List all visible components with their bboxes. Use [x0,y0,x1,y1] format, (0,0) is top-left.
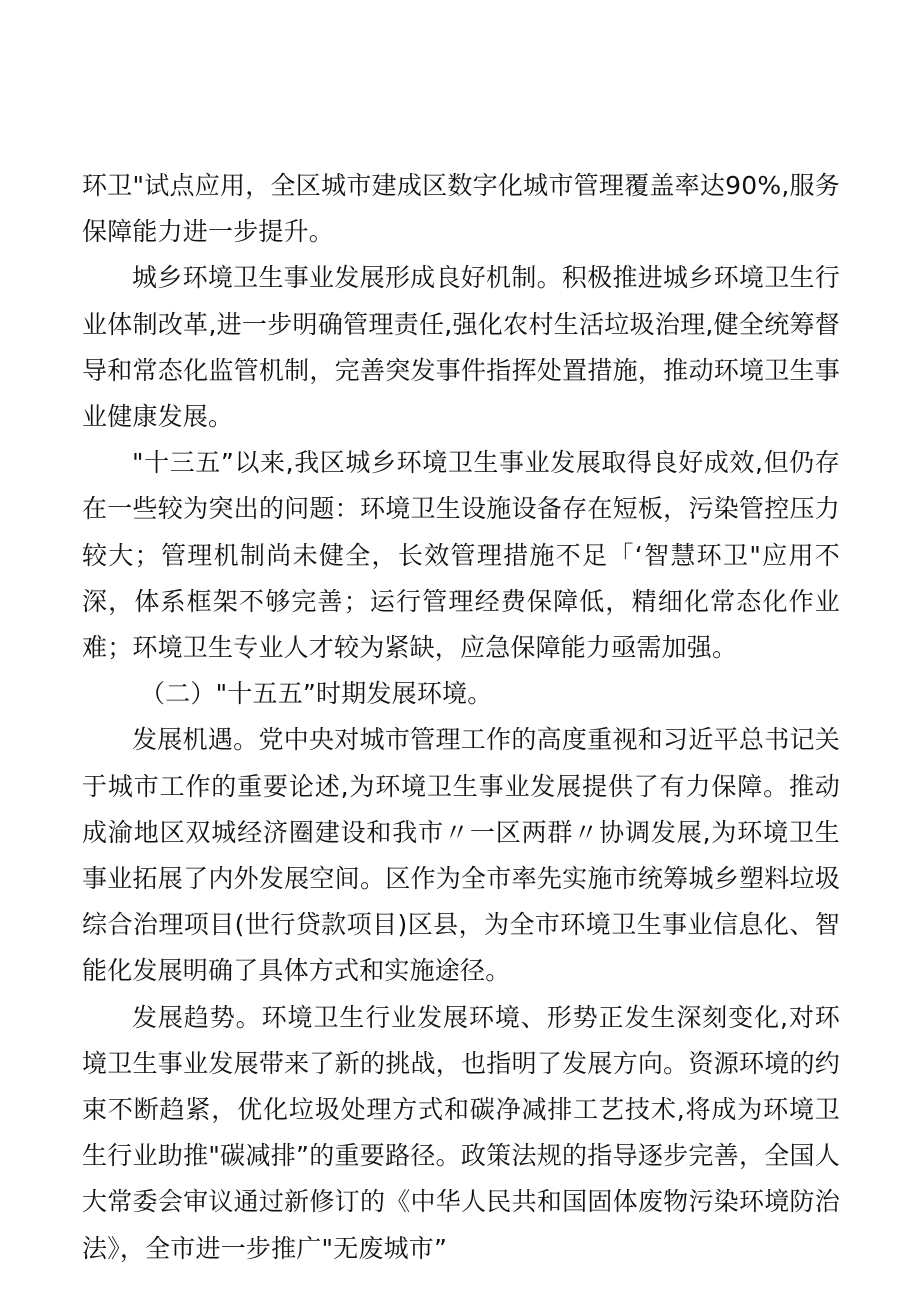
paragraph-mechanism: 城乡环境卫生事业发展形成良好机制。积极推进城乡环境卫生行业体制改革,进一步明确管理责任,强化农村生活垃圾治理,健全统筹督导和常态化监管机制，完善突发事件指挥处置措施，推动环境卫生事业健康发展。 [82,263,840,432]
paragraph-problems: "十三五”以来,我区城乡环境卫生事业发展取得良好成效,但仍存在一些较为突出的问题：环境卫生设施设备存在短板，污染管控压力较大；管理机制尚未健全，长效管理措施不足「‘智慧环卫"应用不深，体系框架不够完善；运行管理经费保障低，精细化常态化作业难；环境卫生专业人才较为紧缺，应急保障能力亟需加强。 [82,448,840,663]
document-body [82,163,840,1272]
paragraph-continuation: 环卫"试点应用，全区城市建成区数字化城市管理覆盖率达90%,服务保障能力进一步提升。 [82,171,840,247]
section-heading: （二）"十五五”时期发展环境。 [140,679,493,709]
paragraph-trends: 发展趋势。环境卫生行业发展环境、形势正发生深刻变化,对环境卫生事业发展带来了新的挑战，也指明了发展方向。资源环境的约束不断趋紧，优化垃圾处理方式和碳净减排工艺技术,将成为环境卫生行业助推"碳减排”的重要路径。政策法规的指导逐步完善，全国人大常委会审议通过新修订的《中华人民共和国固体废物污染环境防治法》，全市进一步推广"无废城市” [82,1002,840,1263]
paragraph-opportunities: 发展机遇。党中央对城市管理工作的高度重视和习近平总书记关于城市工作的重要论述,为环境卫生事业发展提供了有力保障。推动成渝地区双城经济圈建设和我市〃一区两群〃协调发展,为环境卫生事业拓展了内外发展空间。区作为全市率先实施市统筹城乡塑料垃圾综合治理项目(世行贷款项目)区县，为全市环境卫生事业信息化、智能化发展明确了具体方式和实施途径。 [82,725,840,986]
